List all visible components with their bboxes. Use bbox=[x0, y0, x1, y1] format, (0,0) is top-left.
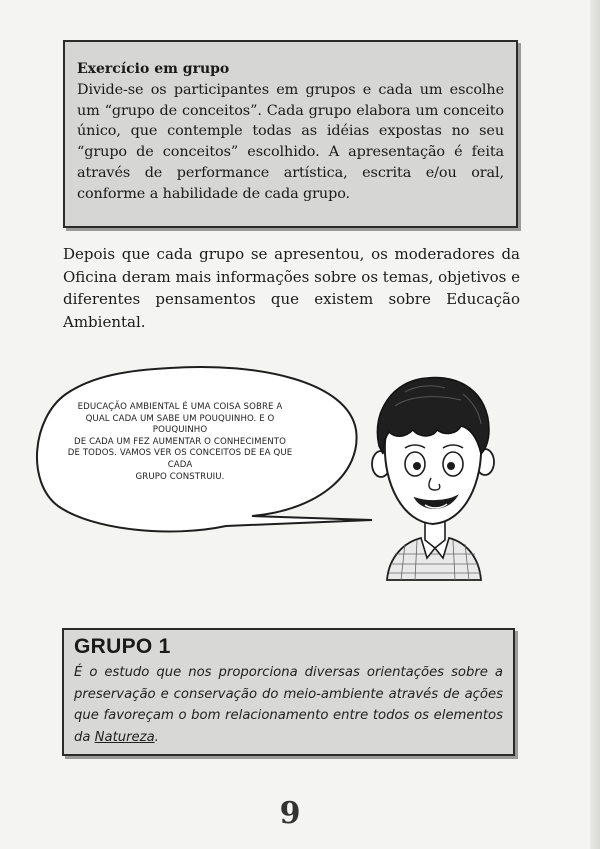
group-text bbox=[74, 662, 503, 748]
bubble-line: DE TODOS. VAMOS VER OS CONCEITOS DE EA QUE bbox=[67, 448, 293, 459]
exercise-title: Exercício em grupo bbox=[77, 61, 230, 77]
group-title: GRUPO 1 bbox=[74, 635, 171, 658]
bubble-line: POUQUINHO bbox=[152, 425, 208, 436]
exercise-box bbox=[63, 40, 518, 228]
speech-bubble-text bbox=[52, 402, 308, 483]
group-box bbox=[62, 628, 515, 756]
bubble-line: DE CADA UM FEZ AUMENTAR O CONHECIMENTO bbox=[74, 436, 286, 447]
bubble-line: GRUPO CONSTRUIU. bbox=[135, 471, 225, 482]
boy-illustration-icon bbox=[365, 372, 495, 582]
page-edge bbox=[590, 0, 600, 849]
group-text-body: É o estudo que nos proporciona diversas orientações sobre a preservação e conservação do meio-ambiente através de ações que favoreçam o bom relacionamento entre todos os elementos da bbox=[74, 665, 503, 745]
bubble-line: EDUCAÇÃO AMBIENTAL É UMA COISA SOBRE A bbox=[77, 402, 283, 412]
bubble-line: QUAL CADA UM SABE UM POUQUINHO. E O bbox=[85, 413, 275, 424]
exercise-text: Divide-se os participantes em grupos e cada um escolhe um “grupo de conceitos”. Cada grupo elabora um conceito único, que contemple todas as idéias expostas no seu “grupo de conceitos” escolhido. A apresentação é feita através de performance artística, escrita e/ou oral, conforme a habilidade de cada grupo. bbox=[77, 82, 504, 202]
bubble-line: CADA bbox=[167, 459, 193, 470]
body-paragraph: Depois que cada grupo se apresentou, os moderadores da Oficina deram mais informações sobre os temas, objetivos e diferentes pensamentos que existem sobre Educação Ambiental. bbox=[63, 245, 520, 331]
group-text-end: . bbox=[154, 729, 159, 745]
natureza-word: Natureza bbox=[94, 729, 155, 745]
page-number: 9 bbox=[279, 796, 301, 831]
